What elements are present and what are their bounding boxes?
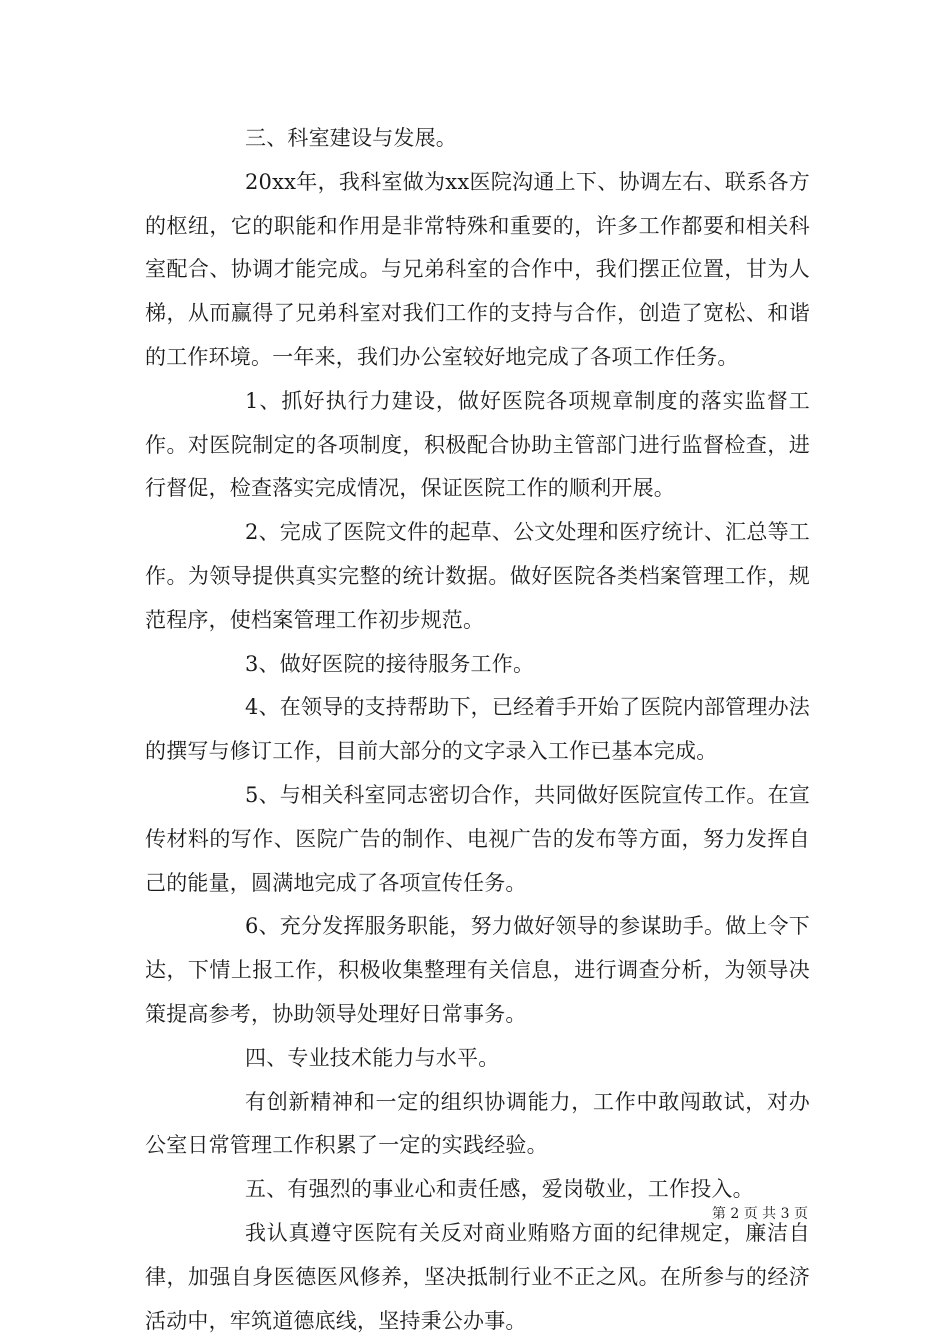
paragraph-skills: 有创新精神和一定的组织协调能力，工作中敢闯敢试，对办公室日常管理工作积累了一定的实践经验。 (145, 1089, 810, 1158)
section-heading-3: 三、科室建设与发展。 (245, 126, 457, 150)
paragraph-ethics: 我认真遵守医院有关反对商业贿赂方面的纪律规定，廉洁自律，加强自身医德医风修养，坚决抵制行业不正之风。在所参与的经济活动中，牢筑道德底线，坚持秉公办事。 (145, 1220, 810, 1333)
document-body (145, 117, 810, 1343)
page-number: 第 2 页 共 3 页 (711, 1206, 808, 1222)
section-heading-4: 四、专业技术能力与水平。 (245, 1045, 500, 1070)
paragraph-intro: 20xx年，我科室做为xx医院沟通上下、协调左右、联系各方的枢纽，它的职能和作用是非常特殊和重要的，许多工作都要和相关科室配合、协调才能完成。与兄弟科室的合作中，我们摆正位置，甘为人梯，从而赢得了兄弟科室对我们工作的支持与合作，创造了宽松、和谐的工作环境。一年来，我们办公室较好地完成了各项工作任务。 (145, 169, 810, 369)
section-heading-5: 五、有强烈的事业心和责任感，爱岗敬业，工作投入。 (245, 1177, 754, 1202)
paragraph-item-3: 3、做好医院的接待服务工作。 (245, 651, 535, 676)
paragraph-item-2: 2、完成了医院文件的起草、公文处理和医疗统计、汇总等工作。为领导提供真实完整的统计数据。做好医院各类档案管理工作，规范程序，使档案管理工作初步规范。 (145, 520, 810, 632)
paragraph-item-6: 6、充分发挥服务职能，努力做好领导的参谋助手。做上令下达，下情上报工作，积极收集整理有关信息，进行调查分析，为领导决策提高参考，协助领导处理好日常事务。 (145, 914, 810, 1026)
paragraph-item-5: 5、与相关科室同志密切合作，共同做好医院宣传工作。在宣传材料的写作、医院广告的制作、电视广告的发布等方面，努力发挥自己的能量，圆满地完成了各项宣传任务。 (145, 782, 810, 895)
paragraph-item-4: 4、在领导的支持帮助下，已经着手开始了医院内部管理办法的撰写与修订工作，目前大部分的文字录入工作已基本完成。 (145, 695, 810, 764)
paragraph-item-1: 1、抓好执行力建设，做好医院各项规章制度的落实监督工作。对医院制定的各项制度，积极配合协助主管部门进行监督检查，进行督促，检查落实完成情况，保证医院工作的顺利开展。 (145, 388, 810, 501)
